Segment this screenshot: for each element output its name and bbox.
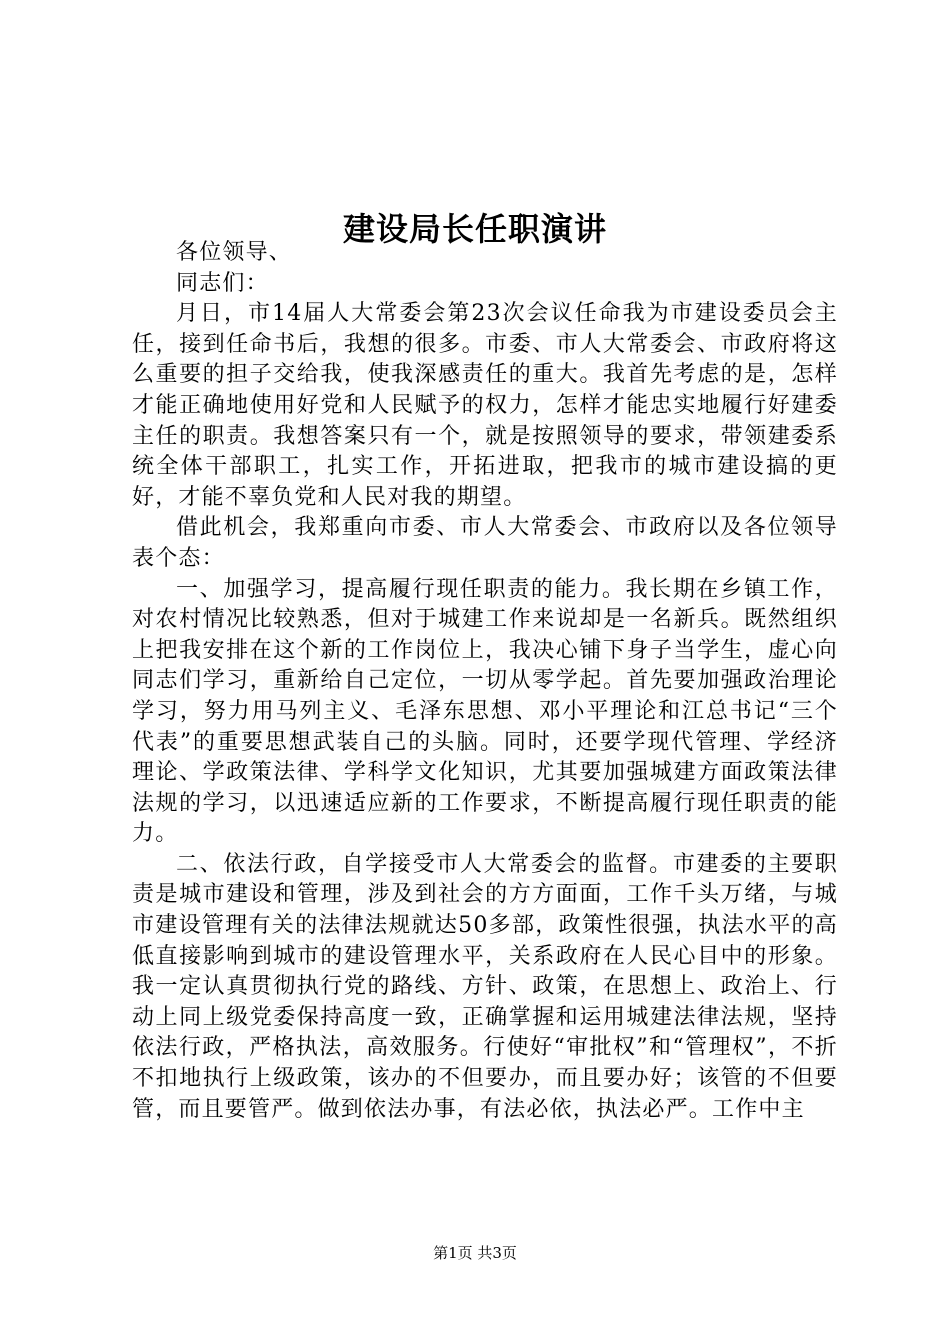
paragraph-appointment: 月日，市14届人大常委会第23次会议任命我为市建设委员会主任，接到任命书后，我想的很多。市委、市人大常委会、市政府将这么重要的担子交给我，使我深感责任的重大。我首先考虑的是，怎样才能正确地使用好党和人民赋予的权力，怎样才能忠实地履行好建委主任的职责。我想答案只有一个，就是按照领导的要求，带领建委系统全体干部职工，扎实工作，开拓进取，把我市的城市建设搞的更好，才能不辜负党和人民对我的期望。 [132,301,838,510]
salutation-line-1: 各位领导、 [176,240,293,265]
paragraph-point-two: 二、依法行政，自学接受市人大常委会的监督。市建委的主要职责是城市建设和管理，涉及到社会的方方面面，工作千头万绪，与城市建设管理有关的法律法规就达50多部，政策性很强，执法水平的高低直接影响到城市的建设管理水平，关系政府在人民心目中的形象。我一定认真贯彻执行党的路线、方针、政策，在思想上、政治上、行动上同上级党委保持高度一致，正确掌握和运用城建法律法规，坚持依法行政，严格执法，高效服务。行使好“审批权”和“管理权”，不折不扣地执行上级政策，该办的不但要办，而且要办好；该管的不但要管，而且要管严。做到依法办事，有法必依，执法必严。工作中主 [132,851,838,1122]
page-footer: 第1页 共3页 [433,1244,517,1262]
paragraph-point-one: 一、加强学习，提高履行现任职责的能力。我长期在乡镇工作，对农村情况比较熟悉，但对于城建工作来说却是一名新兵。既然组织上把我安排在这个新的工作岗位上，我决心铺下身子当学生，虚心向同志们学习，重新给自己定位，一切从零学起。首先要加强政治理论学习，努力用马列主义、毛泽东思想、邓小平理论和江总书记“三个代表”的重要思想武装自己的头脑。同时，还要学现代管理、学经济理论、学政策法律、学科学文化知识，尤其要加强城建方面政策法律法规的学习，以迅速适应新的工作要求，不断提高履行现任职责的能力。 [132,576,838,847]
paragraph-statement-intro: 借此机会，我郑重向市委、市人大常委会、市政府以及各位领导表个态： [132,515,838,571]
document-title: 建设局长任职演讲 [342,210,607,249]
document-body [132,238,838,1125]
salutation-line-2: 同志们： [176,270,269,296]
